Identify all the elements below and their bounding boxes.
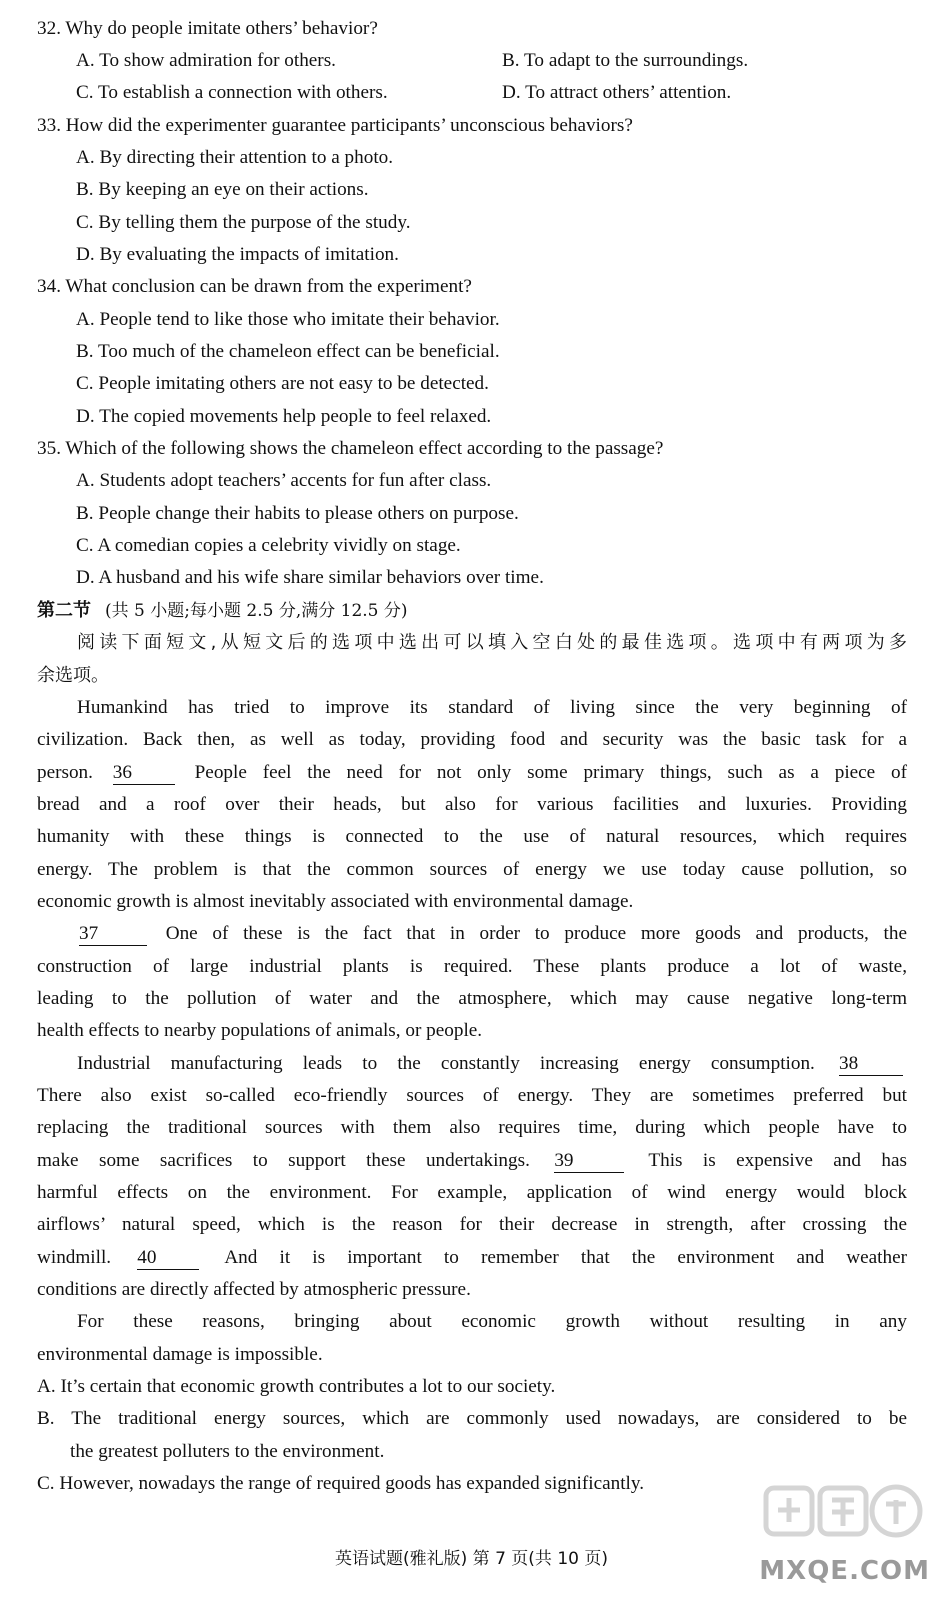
answer-option-c: C. However, nowadays the range of required goods has expanded significantly. <box>37 1473 645 1494</box>
question-32-stem: 32. Why do people imitate others’ behavior? <box>37 18 378 39</box>
question-34-option-a: A. People tend to like those who imitate their behavior. <box>76 309 500 330</box>
section-2-instruction-line-1: 阅读下面短文,从短文后的选项中选出可以填入空白处的最佳选项。选项中有两项为多 <box>77 632 907 653</box>
passage-p4-line-2: environmental damage is impossible. <box>37 1344 323 1365</box>
question-32-options-cd <box>76 77 943 109</box>
passage-p4-line-1: For these reasons, bringing about economic growth without resulting in any <box>77 1311 907 1332</box>
section-2-title: 第二节 <box>37 600 91 621</box>
passage-p1-line-7: economic growth is almost inevitably associated with environmental damage. <box>37 891 634 912</box>
blank-39: 39 <box>554 1150 624 1173</box>
section-2-scoring-note: (共 5 小题;每小题 2.5 分,满分 12.5 分) <box>105 601 408 621</box>
question-32-option-d: D. To attract others’ attention. <box>502 82 732 103</box>
passage-text: Industrial manufacturing leads to the constantly increasing energy consumption. <box>77 1053 815 1074</box>
question-33-option-c: C. By telling them the purpose of the study. <box>76 212 411 233</box>
passage-p3-line-2: There also exist so-called eco-friendly sources of energy. They are sometimes preferred but <box>37 1085 907 1106</box>
blank-38: 38 <box>839 1053 903 1076</box>
passage-p3-line-8: conditions are directly affected by atmospheric pressure. <box>37 1279 471 1300</box>
question-35-option-d: D. A husband and his wife share similar behaviors over time. <box>76 567 544 588</box>
passage-p2-line-4: health effects to nearby populations of animals, or people. <box>37 1020 483 1041</box>
question-32-option-a: A. To show admiration for others. <box>76 50 336 71</box>
passage-text: make some sacrifices to support these undertakings. <box>37 1150 530 1171</box>
page-footer: 英语试题(雅礼版) 第 7 页(共 10 页) <box>335 1549 608 1569</box>
passage-text: windmill. <box>37 1247 112 1268</box>
passage-p1-line-4: bread and a roof over their heads, but also for various facilities and luxuries. Providing <box>37 794 907 815</box>
question-34-option-d: D. The copied movements help people to feel relaxed. <box>76 406 492 427</box>
passage-p2-line-2: construction of large industrial plants is required. These plants produce a lot of waste, <box>37 956 907 977</box>
passage-p1-line-1: Humankind has tried to improve its standard of living since the very beginning of <box>77 697 907 718</box>
watermark-text: MXQE.COM <box>759 1556 930 1586</box>
passage-text: And it is important to remember that the environment and weather <box>224 1247 908 1268</box>
passage-p1-line-3 <box>37 757 907 789</box>
passage-p1-line-6: energy. The problem is that the common sources of energy we use today cause pollution, so <box>37 859 907 880</box>
question-32-options-ab <box>76 45 943 77</box>
question-35-option-b: B. People change their habits to please others on purpose. <box>76 503 519 524</box>
question-33-option-b: B. By keeping an eye on their actions. <box>76 179 369 200</box>
question-34-option-c: C. People imitating others are not easy to be detected. <box>76 373 489 394</box>
answer-option-a: A. It’s certain that economic growth contributes a lot to our society. <box>37 1376 556 1397</box>
passage-text: person. <box>37 762 93 783</box>
passage-p2-line-3: leading to the pollution of water and the atmosphere, which may cause negative long-term <box>37 988 907 1009</box>
blank-37: 37 <box>79 923 147 946</box>
passage-p3-line-1 <box>37 1048 907 1080</box>
section-2-instruction-line-2: 余选项。 <box>37 665 109 686</box>
question-34-option-b: B. Too much of the chameleon effect can be beneficial. <box>76 341 500 362</box>
question-33-option-d: D. By evaluating the impacts of imitation. <box>76 244 399 265</box>
passage-p3-line-7 <box>37 1242 907 1274</box>
question-34-stem: 34. What conclusion can be drawn from the experiment? <box>37 276 472 297</box>
passage-p3-line-4 <box>37 1145 907 1177</box>
passage-p1-line-2: civilization. Back then, as well as today, providing food and security was the basic task for a <box>37 729 907 750</box>
question-33-option-a: A. By directing their attention to a photo. <box>76 147 394 168</box>
answer-option-b-line-1: B. The traditional energy sources, which are commonly used nowadays, are considered to be <box>37 1408 907 1429</box>
question-35-option-a: A. Students adopt teachers’ accents for fun after class. <box>76 470 492 491</box>
blank-40: 40 <box>137 1247 199 1270</box>
question-33-stem: 33. How did the experimenter guarantee participants’ unconscious behaviors? <box>37 115 633 136</box>
question-32-option-c: C. To establish a connection with others. <box>76 82 388 103</box>
question-32-option-b: B. To adapt to the surroundings. <box>502 50 749 71</box>
question-35-option-c: C. A comedian copies a celebrity vividly on stage. <box>76 535 461 556</box>
answer-option-b-line-2: the greatest polluters to the environment. <box>70 1441 385 1462</box>
passage-text: This is expensive and has <box>648 1150 908 1171</box>
passage-p2-line-1 <box>37 918 907 950</box>
passage-p3-line-3: replacing the traditional sources with them also requires time, during which people have to <box>37 1117 907 1138</box>
passage-p1-line-5: humanity with these things is connected to the use of natural resources, which requires <box>37 826 907 847</box>
section-2-header <box>37 595 907 627</box>
passage-p3-line-5: harmful effects on the environment. For example, application of wind energy would block <box>37 1182 907 1203</box>
question-35-stem: 35. Which of the following shows the chameleon effect according to the passage? <box>37 438 664 459</box>
passage-text: People feel the need for not only some primary things, such as a piece of <box>194 762 908 783</box>
passage-p3-line-6: airflows’ natural speed, which is the reason for their decrease in strength, after crossing the <box>37 1214 907 1235</box>
passage-text: One of these is the fact that in order to produce more goods and products, the <box>165 923 907 944</box>
blank-36: 36 <box>113 762 175 785</box>
